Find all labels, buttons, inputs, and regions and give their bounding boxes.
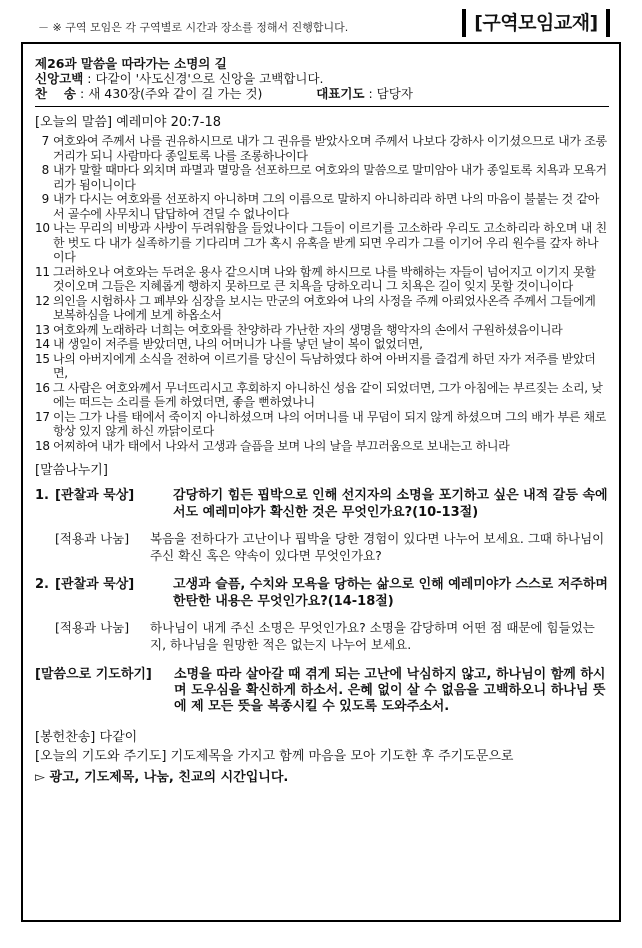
verse-number: 13 xyxy=(35,322,50,337)
application-2-tag: [적용과 나눔] xyxy=(55,620,130,635)
hymn-colon: : xyxy=(76,86,89,101)
question-1-tag: [관찰과 묵상] xyxy=(55,488,135,503)
verse-text: 그러하오나 여호와는 두려운 용사 같으시며 나와 함께 하시므로 나를 박해하는 자들이 넘어지고 이기지 못할 것이오며 그들은 지혜롭게 행하지 못하므로 큰 치욕을 당하오리니 그 치욕은 길이 잊지 못할 것이니이다 xyxy=(53,264,596,293)
verse-item xyxy=(35,352,609,381)
verse-item xyxy=(35,134,609,163)
verse-number: 8 xyxy=(41,163,49,177)
header-divider xyxy=(35,106,609,107)
hymn-row xyxy=(35,86,609,101)
verse-item xyxy=(35,192,609,221)
verse-number: 15 xyxy=(35,351,50,366)
verse-text: 내가 말할 때마다 외치며 파멸과 멸망을 선포하므로 여호와의 말씀으로 말미암아 내가 종일토록 치욕과 모욕거리가 됨이니이다 xyxy=(53,163,607,192)
material-badge: [구역모임교재] xyxy=(462,9,610,37)
application-2-text: 하나님이 내게 주신 소명은 무엇인가요? 소명을 감당하며 어떤 점 때문에 힘들었는지, 하나님을 원망한 적은 없는지 나누어 보세요. xyxy=(150,620,595,652)
verse-number: 14 xyxy=(35,337,50,351)
verse-number: 18 xyxy=(35,438,50,453)
verse-text: 여호와께 노래하라 너희는 여호와를 찬양하라 가난한 자의 생명을 행악자의 손에서 구원하셨음이니라 xyxy=(53,322,563,337)
question-2-tag: [관찰과 묵상] xyxy=(55,577,135,592)
verse-item xyxy=(35,163,609,192)
top-note: － ※ 구역 모임은 각 구역별로 시간과 장소를 정해서 진행합니다. xyxy=(38,21,349,34)
verse-item xyxy=(35,381,609,410)
content-inner xyxy=(35,56,609,786)
verse-item xyxy=(35,323,609,338)
application-2 xyxy=(55,619,609,653)
announcement-line: ▻ 광고, 기도제목, 나눔, 친교의 시간입니다. xyxy=(35,770,289,785)
today-word-heading xyxy=(35,115,609,131)
prayer-label: [말씀으로 기도하기] xyxy=(35,667,152,682)
creed-text: 다같이 '사도신경'으로 신앙을 고백합니다. xyxy=(95,71,324,86)
question-2-number: 2. xyxy=(35,577,49,592)
verse-number: 11 xyxy=(35,264,50,279)
today-prayer-label: [오늘의 기도와 주기도] xyxy=(35,749,167,764)
lesson-header xyxy=(35,56,609,101)
hymn-text: 새 430장(주와 같이 길 가는 것) xyxy=(88,86,263,101)
verse-item xyxy=(35,221,609,265)
application-1-tag: [적용과 나눔] xyxy=(55,531,130,546)
question-2-text: 고생과 슬픔, 수치와 모욕을 당하는 삶으로 인해 예레미야가 스스로 저주하며 한탄한 내용은 무엇인가요?(14-18절) xyxy=(173,577,608,609)
today-word-reference: 예레미야 20:7-18 xyxy=(116,115,222,130)
verse-item xyxy=(35,439,609,454)
verse-number: 17 xyxy=(35,409,50,424)
verse-text: 그 사람은 여호와께서 무너뜨리시고 후회하지 아니하신 성읍 같이 되었더면, 그가 아침에는 부르짖는 소리, 낮에는 떠드는 소리를 듣게 하였더면, 좋을 뻔하였나니 xyxy=(53,380,603,409)
creed-row xyxy=(35,71,609,86)
verse-number: 9 xyxy=(41,192,49,206)
verse-text: 나는 무리의 비방과 사방이 두려워함을 들었나이다 그들이 이르기를 고소하라 우리도 고소하리라 하오며 내 친한 벗도 다 내가 실족하기를 기다리며 그가 혹시 유혹을 받게 되면 우리가 그를 이기어 우리 원수를 갚자 하나이다 xyxy=(53,221,607,264)
today-prayer-text: 기도제목을 가지고 함께 마음을 모아 기도한 후 주기도문으로 xyxy=(170,749,514,764)
offering-label: [봉헌찬송] xyxy=(35,730,96,745)
application-1-text: 복음을 전하다가 고난이나 핍박을 당한 경험이 있다면 나누어 보세요. 그때 하나님이 주신 확신 혹은 약속이 있다면 무엇인가요? xyxy=(150,531,605,563)
hymn-label: 찬 송 xyxy=(35,86,77,101)
prayer-section xyxy=(35,667,609,715)
verse-number: 7 xyxy=(41,134,49,148)
question-1-text: 감당하기 힘든 핍박으로 인해 선지자의 소명을 포기하고 싶은 내적 갈등 속에서도 예레미야가 확신한 것은 무엇인가요?(10-13절) xyxy=(173,488,608,520)
verse-text: 나의 아버지에게 소식을 전하여 이르기를 당신이 득남하였다 하여 아버지를 즐겁게 하던 자가 저주를 받았더면, xyxy=(53,351,596,380)
verse-text: 이는 그가 나를 태에서 죽이지 아니하셨으며 나의 어머니를 내 무덤이 되지 않게 하셨으며 그의 배가 부른 채로 항상 있지 않게 하신 까닭이로다 xyxy=(53,409,607,438)
prayer-text: 소명을 따라 살아갈 때 겪게 되는 고난에 낙심하지 않고, 하나님이 함께 하시며 도우심을 확신하게 하소서. 은혜 없이 살 수 없음을 고백하오니 하나님 뜻에 제 모든 뜻을 복종시킬 수 있도록 도와주소서. xyxy=(174,667,606,714)
verse-item xyxy=(35,294,609,323)
verse-number: 12 xyxy=(35,293,50,308)
today-prayer-row xyxy=(35,748,609,765)
creed-label: 신앙고백 xyxy=(35,71,84,86)
lesson-title: 제26과 말씀을 따라가는 소명의 길 xyxy=(35,56,227,71)
verse-text: 의인을 시험하사 그 폐부와 심장을 보시는 만군의 여호와여 나의 사정을 주께 아뢰었사온즉 주께서 그들에게 보복하심을 나에게 보게 하옵소서 xyxy=(53,293,596,322)
prayer-leader-text: 담당자 xyxy=(376,86,413,101)
question-1-number: 1. xyxy=(35,488,49,503)
creed-colon: : xyxy=(83,71,96,86)
verse-text: 여호와여 주께서 나를 권유하시므로 내가 그 권유를 받았사오며 주께서 나보다 강하사 이기셨으므로 내가 조롱거리가 되니 사람마다 종일토록 나를 조롱하나이다 xyxy=(53,134,607,163)
sharing-heading: [말씀나누기] xyxy=(35,463,108,478)
today-word-label: [오늘의 말씀] xyxy=(35,115,113,130)
verse-text: 내가 다시는 여호와를 선포하지 아니하며 그의 이름으로 말하지 아니하리라 하면 나의 마음이 불붙는 것 같아서 골수에 사무치니 답답하여 견딜 수 없나이다 xyxy=(53,192,600,221)
verse-text: 어찌하여 내가 태에서 나와서 고생과 슬픔을 보며 나의 날을 부끄러움으로 보내는고 하니라 xyxy=(53,438,510,453)
closing-section xyxy=(35,729,609,786)
verse-item xyxy=(35,337,609,352)
offering-row xyxy=(35,729,609,746)
prayer-leader-label: 대표기도 xyxy=(316,86,365,101)
verse-text: 내 생일이 저주를 받았더면, 나의 어머니가 나를 낳던 날이 복이 없었더면, xyxy=(53,337,423,351)
verse-item xyxy=(35,410,609,439)
verse-number: 16 xyxy=(35,380,50,395)
verse-item xyxy=(35,265,609,294)
prayer-leader-colon: : xyxy=(364,86,377,101)
application-1 xyxy=(55,530,609,564)
offering-text: 다같이 xyxy=(99,730,138,745)
content-frame xyxy=(21,42,621,922)
verse-list xyxy=(35,134,609,453)
question-1 xyxy=(35,487,609,521)
question-2 xyxy=(35,576,609,610)
verse-number: 10 xyxy=(35,221,50,235)
